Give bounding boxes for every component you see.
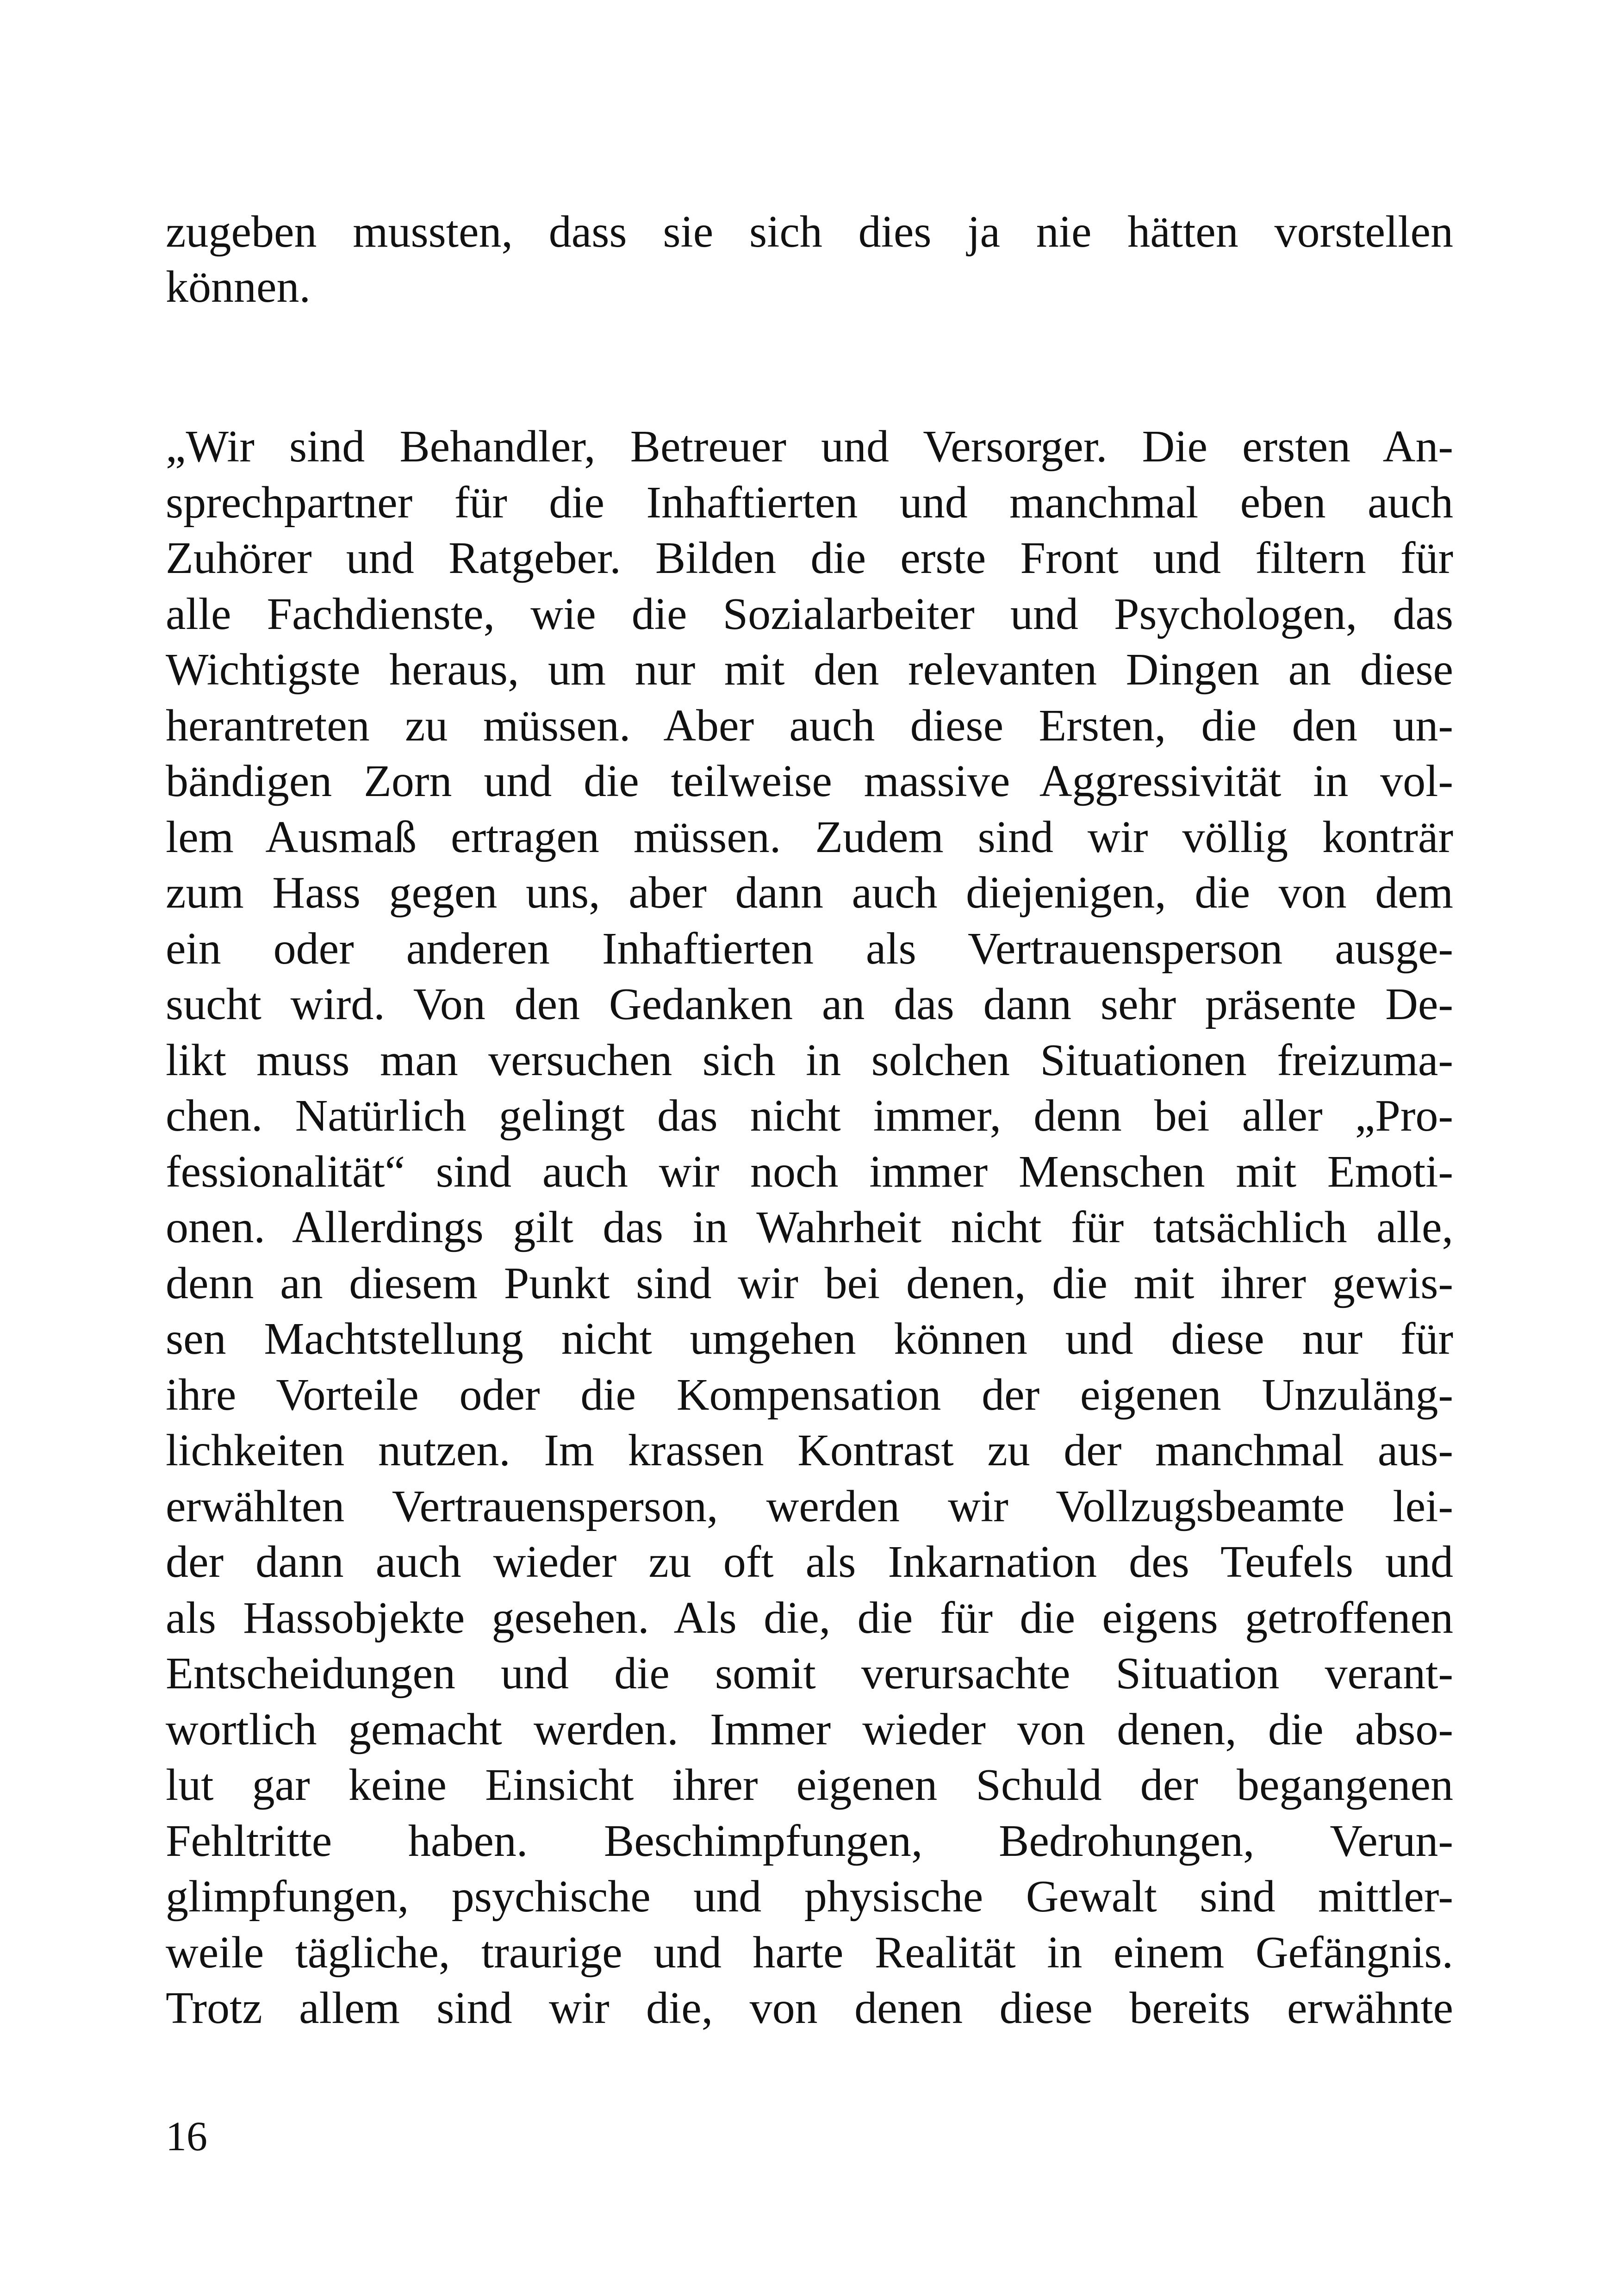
text-line: bändigen Zorn und die teilweise massive Aggressivität in vol- xyxy=(166,756,1453,806)
text-line: lem Ausmaß ertragen müssen. Zudem sind wir völlig konträr xyxy=(166,812,1453,862)
text-line: zum Hass gegen uns, aber dann auch diejenigen, die von dem xyxy=(166,868,1453,918)
text-line: Trotz allem sind wir die, von denen diese bereits erwähnte xyxy=(166,1983,1453,2033)
text-line: erwählten Vertrauensperson, werden wir Vollzugsbeamte lei- xyxy=(166,1481,1453,1531)
text-line: Fehltritte haben. Beschimpfungen, Bedrohungen, Verun- xyxy=(166,1816,1453,1866)
text-line: lichkeiten nutzen. Im krassen Kontrast zu der manchmal aus- xyxy=(166,1425,1453,1475)
text-line: Wichtigste heraus, um nur mit den relevanten Dingen an diese xyxy=(166,645,1453,695)
text-line: denn an diesem Punkt sind wir bei denen, die mit ihrer gewis- xyxy=(166,1258,1453,1308)
text-line: wortlich gemacht werden. Immer wieder von denen, die abso- xyxy=(166,1704,1453,1755)
text-line: sucht wird. Von den Gedanken an das dann sehr präsente De- xyxy=(166,979,1453,1029)
text-line: ein oder anderen Inhaftierten als Vertrauensperson ausge- xyxy=(166,923,1453,974)
text-line: können. xyxy=(166,262,311,312)
text-line: weile tägliche, traurige und harte Realität in einem Gefängnis. xyxy=(166,1927,1453,1978)
text-line: „Wir sind Behandler, Betreuer und Versorger. Die ersten An- xyxy=(166,422,1453,472)
text-line: ihre Vorteile oder die Kompensation der eigenen Unzuläng- xyxy=(166,1369,1453,1420)
page-number: 16 xyxy=(166,2114,207,2159)
text-line: onen. Allerdings gilt das in Wahrheit nicht für tatsächlich alle, xyxy=(166,1202,1453,1252)
text-line: chen. Natürlich gelingt das nicht immer, denn bei aller „Pro- xyxy=(166,1091,1453,1141)
text-line: lut gar keine Einsicht ihrer eigenen Schuld der begangenen xyxy=(166,1760,1453,1810)
text-line: sen Machtstellung nicht umgehen können und diese nur für xyxy=(166,1314,1453,1364)
text-line: als Hassobjekte gesehen. Als die, die für die eigens getroffenen xyxy=(166,1593,1453,1643)
text-line: alle Fachdienste, wie die Sozialarbeiter und Psychologen, das xyxy=(166,589,1453,639)
text-line: zugeben mussten, dass sie sich dies ja nie hätten vorstellen xyxy=(166,207,1453,257)
text-line: glimpfungen, psychische und physische Gewalt sind mittler- xyxy=(166,1872,1453,1922)
text-line: der dann auch wieder zu oft als Inkarnation des Teufels und xyxy=(166,1537,1453,1587)
text-line: sprechpartner für die Inhaftierten und manchmal eben auch xyxy=(166,477,1453,528)
text-line: likt muss man versuchen sich in solchen Situationen freizuma- xyxy=(166,1035,1453,1085)
text-line: Entscheidungen und die somit verursachte Situation verant- xyxy=(166,1649,1453,1699)
text-line: Zuhörer und Ratgeber. Bilden die erste Front und filtern für xyxy=(166,533,1453,583)
text-line: fessionalität“ sind auch wir noch immer Menschen mit Emoti- xyxy=(166,1146,1453,1197)
text-line: herantreten zu müssen. Aber auch diese Ersten, die den un- xyxy=(166,700,1453,751)
